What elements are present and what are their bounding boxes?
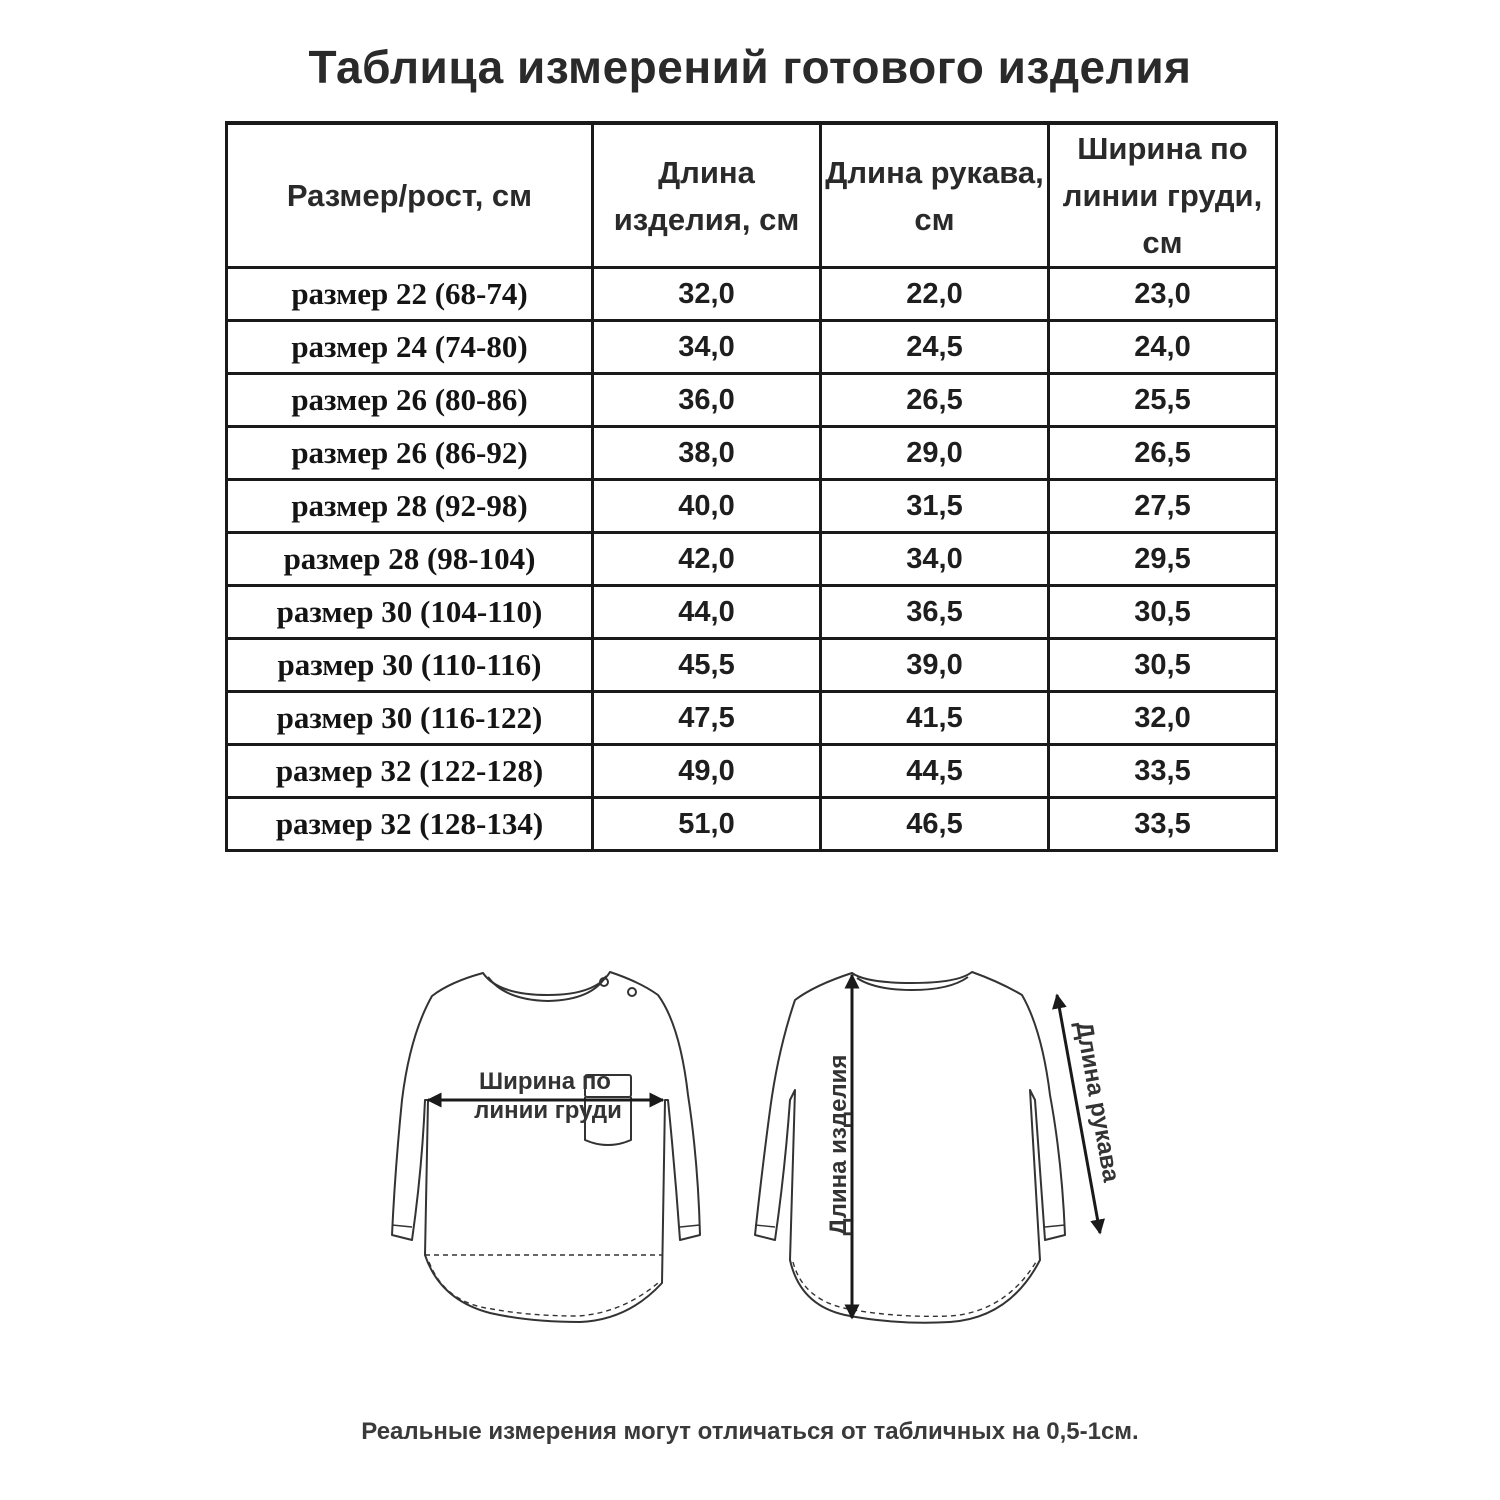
chest-width-cell: 25,5	[1049, 374, 1277, 427]
product-length-cell: 47,5	[593, 692, 821, 745]
header-chest-width	[1049, 123, 1277, 268]
size-cell: размер 26 (86-92)	[227, 427, 593, 480]
table-row	[227, 480, 1277, 533]
chest-width-label-line1: Ширина по	[479, 1068, 611, 1095]
header-product-length-text: Длина изделия, см	[613, 154, 800, 237]
chest-width-label-line2: линии груди	[474, 1097, 622, 1124]
table-row	[227, 321, 1277, 374]
header-sleeve-length	[821, 123, 1049, 268]
table-row	[227, 268, 1277, 321]
size-cell: размер 28 (98-104)	[227, 533, 593, 586]
size-table	[225, 121, 1278, 852]
chest-width-cell: 30,5	[1049, 586, 1277, 639]
size-cell: размер 30 (116-122)	[227, 692, 593, 745]
header-product-length	[593, 123, 821, 268]
size-cell: размер 28 (92-98)	[227, 480, 593, 533]
product-length-cell: 36,0	[593, 374, 821, 427]
product-length-cell: 40,0	[593, 480, 821, 533]
size-cell: размер 24 (74-80)	[227, 321, 593, 374]
table-row	[227, 533, 1277, 586]
chest-width-cell: 32,0	[1049, 692, 1277, 745]
product-length-cell: 45,5	[593, 639, 821, 692]
sleeve-length-cell: 34,0	[821, 533, 1049, 586]
footnote: Реальные измерения могут отличаться от табличных на 0,5-1см.	[361, 1418, 1139, 1445]
product-length-cell: 44,0	[593, 586, 821, 639]
table-row	[227, 798, 1277, 851]
sleeve-length-cell: 26,5	[821, 374, 1049, 427]
product-length-cell: 34,0	[593, 321, 821, 374]
chest-width-cell: 26,5	[1049, 427, 1277, 480]
chest-width-cell: 23,0	[1049, 268, 1277, 321]
table-row	[227, 745, 1277, 798]
table-row	[227, 427, 1277, 480]
garment-diagrams-svg	[0, 940, 1500, 1360]
size-cell: размер 32 (122-128)	[227, 745, 593, 798]
chest-width-cell: 29,5	[1049, 533, 1277, 586]
chest-width-cell: 33,5	[1049, 798, 1277, 851]
table-header-row	[227, 123, 1277, 268]
size-cell: размер 30 (104-110)	[227, 586, 593, 639]
product-length-cell: 42,0	[593, 533, 821, 586]
header-size: Размер/рост, см	[227, 123, 593, 268]
product-length-cell: 49,0	[593, 745, 821, 798]
sleeve-length-cell: 36,5	[821, 586, 1049, 639]
header-sleeve-length-text: Длина рукава, см	[825, 154, 1044, 237]
front-view-drawing	[392, 972, 700, 1322]
header-chest-width-text: Ширина по линии груди, см	[1062, 131, 1263, 260]
product-length-cell: 32,0	[593, 268, 821, 321]
size-cell: размер 22 (68-74)	[227, 268, 593, 321]
sleeve-length-cell: 41,5	[821, 692, 1049, 745]
product-length-cell: 51,0	[593, 798, 821, 851]
product-length-cell: 38,0	[593, 427, 821, 480]
page-title: Таблица измерений готового изделия	[308, 41, 1192, 93]
sleeve-length-cell: 39,0	[821, 639, 1049, 692]
chest-width-cell: 30,5	[1049, 639, 1277, 692]
table-row	[227, 639, 1277, 692]
sleeve-length-label: Длина рукава	[1069, 1019, 1125, 1185]
sleeve-length-cell: 29,0	[821, 427, 1049, 480]
back-view-drawing	[755, 972, 1065, 1323]
size-cell: размер 32 (128-134)	[227, 798, 593, 851]
chest-width-cell: 27,5	[1049, 480, 1277, 533]
sleeve-length-cell: 31,5	[821, 480, 1049, 533]
chest-width-cell: 24,0	[1049, 321, 1277, 374]
size-cell: размер 26 (80-86)	[227, 374, 593, 427]
sleeve-length-cell: 24,5	[821, 321, 1049, 374]
sleeve-length-cell: 44,5	[821, 745, 1049, 798]
product-length-label: Длина изделия	[825, 1054, 852, 1236]
table-row	[227, 586, 1277, 639]
table-row	[227, 374, 1277, 427]
sleeve-length-cell: 22,0	[821, 268, 1049, 321]
garment-diagrams	[0, 940, 1500, 1360]
table-row	[227, 692, 1277, 745]
sleeve-length-cell: 46,5	[821, 798, 1049, 851]
chest-width-cell: 33,5	[1049, 745, 1277, 798]
size-cell: размер 30 (110-116)	[227, 639, 593, 692]
